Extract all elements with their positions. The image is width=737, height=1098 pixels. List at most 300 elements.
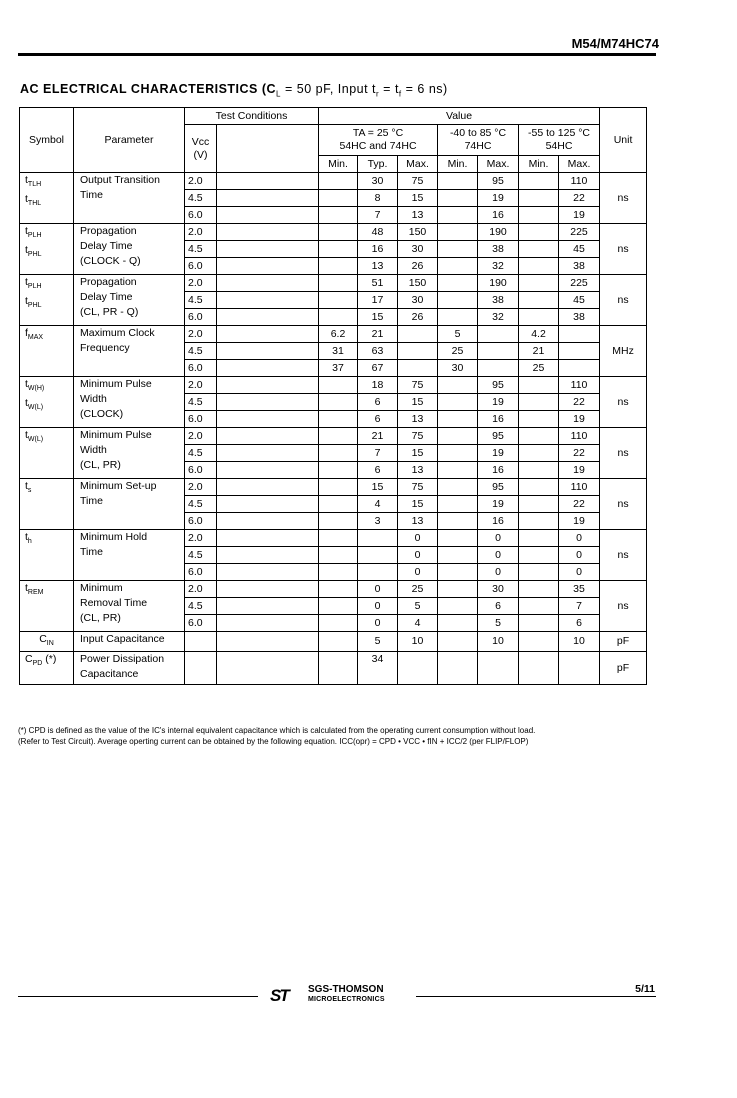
blank-cell [217, 241, 319, 258]
value-cell: 6 [358, 394, 398, 411]
blank-cell [217, 190, 319, 207]
value-cell: 95 [478, 479, 519, 496]
value-cell: 75 [398, 377, 438, 394]
ac-characteristics-table [19, 107, 647, 685]
value-cell: 0 [478, 547, 519, 564]
value-cell: 15 [398, 496, 438, 513]
unit-cell: ns [600, 275, 647, 326]
parameter-line: Minimum Set-up [80, 480, 157, 492]
vcc-value: 4.5 [185, 496, 217, 513]
symbol-base: C [39, 633, 47, 645]
value-cell [519, 496, 559, 513]
value-cell [438, 190, 478, 207]
value-cell [438, 275, 478, 292]
blank-cell [217, 343, 319, 360]
value-cell: 7 [559, 598, 600, 615]
value-cell [319, 615, 358, 632]
parameter-line: Time [80, 495, 103, 507]
value-cell: 26 [398, 258, 438, 275]
value-cell [519, 377, 559, 394]
table-row [20, 224, 647, 241]
value-cell [358, 530, 398, 547]
title-sub: f [398, 89, 402, 99]
value-cell [438, 581, 478, 598]
blank-cell [217, 632, 319, 652]
blank-cell [217, 547, 319, 564]
vcc-value: 6.0 [185, 309, 217, 326]
parameter-line: (CL, PR - Q) [80, 306, 139, 318]
value-cell [519, 428, 559, 445]
value-cell: 150 [398, 275, 438, 292]
value-cell [438, 258, 478, 275]
unit-cell: ns [600, 173, 647, 224]
value-cell [519, 598, 559, 615]
symbol-sub: W(L) [27, 436, 44, 444]
symbol-sub: TLH [27, 181, 42, 189]
range-125-line2: 54HC [545, 140, 573, 152]
value-cell [438, 615, 478, 632]
range-85-line1: -40 to 85 °C [449, 127, 507, 139]
header-range-85 [438, 125, 519, 156]
value-cell: 7 [358, 445, 398, 462]
vcc-value: 2.0 [185, 530, 217, 547]
symbol-base: t [25, 480, 28, 492]
blank-cell [217, 445, 319, 462]
value-cell: 16 [478, 411, 519, 428]
parameter-line: Capacitance [80, 668, 139, 681]
value-cell: 48 [358, 224, 398, 241]
value-cell [519, 258, 559, 275]
symbol-base: t [25, 244, 28, 257]
vcc-value: 4.5 [185, 343, 217, 360]
vcc-value: 6.0 [185, 360, 217, 377]
parameter-line: Propagation [80, 276, 137, 288]
value-cell [438, 428, 478, 445]
parameter-cell [74, 652, 185, 685]
blank-cell [217, 394, 319, 411]
title-part: = 6 ns) [401, 82, 448, 96]
table-row [20, 479, 647, 496]
value-cell: 15 [398, 190, 438, 207]
value-cell: 25 [398, 581, 438, 598]
value-cell: 63 [358, 343, 398, 360]
value-cell: 19 [559, 411, 600, 428]
value-cell [519, 224, 559, 241]
symbol-base: t [25, 582, 28, 594]
value-cell [519, 275, 559, 292]
vcc-value: 4.5 [185, 241, 217, 258]
value-cell: 25 [519, 360, 559, 377]
value-cell [438, 411, 478, 428]
value-cell: 51 [358, 275, 398, 292]
value-cell [519, 564, 559, 581]
parameter-line: Width [80, 444, 107, 456]
unit-cell: ns [600, 377, 647, 428]
header-blank [217, 125, 319, 173]
value-cell [319, 224, 358, 241]
symbol-cell [20, 377, 74, 428]
vcc-value: 2.0 [185, 275, 217, 292]
value-cell: 5 [438, 326, 478, 343]
vcc-value: 6.0 [185, 564, 217, 581]
header-typ: Typ. [358, 156, 398, 173]
parameter-cell [74, 428, 185, 479]
symbol-sub: MAX [27, 334, 44, 342]
blank-cell [217, 326, 319, 343]
value-cell [319, 411, 358, 428]
header-range-125 [519, 125, 600, 156]
unit-cell: ns [600, 530, 647, 581]
value-cell: 10 [559, 632, 600, 652]
footnote [18, 725, 658, 747]
value-cell: 19 [559, 513, 600, 530]
vcc-value: 2.0 [185, 377, 217, 394]
value-cell: 0 [478, 530, 519, 547]
value-cell [438, 207, 478, 224]
parameter-line: Time [80, 189, 103, 201]
value-cell [438, 377, 478, 394]
value-cell: 22 [559, 496, 600, 513]
value-cell [319, 309, 358, 326]
parameter-cell [74, 275, 185, 326]
value-cell: 17 [358, 292, 398, 309]
value-cell [319, 564, 358, 581]
value-cell [519, 394, 559, 411]
blank-cell [217, 428, 319, 445]
value-cell: 25 [438, 343, 478, 360]
value-cell: 95 [478, 173, 519, 190]
table-row [20, 428, 647, 445]
value-cell [319, 513, 358, 530]
value-cell [438, 564, 478, 581]
value-cell [438, 241, 478, 258]
blank-cell [438, 632, 478, 652]
symbol-sub: PLH [27, 232, 42, 240]
symbol-base: t [25, 193, 28, 206]
value-cell [519, 241, 559, 258]
section-title [20, 82, 448, 99]
value-cell [438, 547, 478, 564]
parameter-cell [74, 224, 185, 275]
value-cell: 38 [478, 292, 519, 309]
value-cell: 5 [478, 615, 519, 632]
symbol-base: C [25, 653, 33, 666]
blank-cell [217, 652, 319, 685]
symbol-base: t [25, 531, 28, 543]
value-cell [398, 326, 438, 343]
blank-cell [438, 652, 478, 685]
value-cell: 225 [559, 224, 600, 241]
value-cell [519, 190, 559, 207]
value-cell: 19 [559, 462, 600, 479]
symbol-sub: s [27, 487, 32, 495]
value-cell [319, 479, 358, 496]
vcc-value: 6.0 [185, 411, 217, 428]
vcc-value: 2.0 [185, 224, 217, 241]
value-cell: 0 [559, 547, 600, 564]
symbol-base: t [25, 276, 28, 288]
value-cell: 225 [559, 275, 600, 292]
blank-cell [217, 615, 319, 632]
value-cell: 45 [559, 292, 600, 309]
vcc-unit: (V) [193, 148, 208, 161]
vcc-value: 2.0 [185, 581, 217, 598]
range-25-line1: TA = 25 °C [352, 127, 404, 139]
value-cell [438, 598, 478, 615]
parameter-cell [74, 377, 185, 428]
value-cell [438, 496, 478, 513]
unit-cell: pF [600, 652, 647, 685]
symbol-base: t [25, 397, 28, 410]
value-cell [438, 530, 478, 547]
unit-cell: ns [600, 224, 647, 275]
symbol-base: t [25, 429, 28, 441]
parameter-cell [74, 530, 185, 581]
value-cell: 37 [319, 360, 358, 377]
value-cell: 13 [398, 462, 438, 479]
st-logo-mark-icon: ST [270, 986, 288, 1005]
blank-cell [319, 652, 358, 685]
vcc-label: Vcc [191, 135, 210, 148]
header-max: Max. [398, 156, 438, 173]
value-cell: 75 [398, 479, 438, 496]
title-sub: r [376, 89, 380, 99]
value-cell [319, 598, 358, 615]
parameter-line: Minimum Pulse [80, 378, 152, 390]
value-cell: 110 [559, 173, 600, 190]
value-cell: 75 [398, 428, 438, 445]
unit-cell: ns [600, 479, 647, 530]
symbol-cell [20, 479, 74, 530]
value-cell: 0 [398, 530, 438, 547]
value-cell: 30 [398, 292, 438, 309]
value-cell: 110 [559, 428, 600, 445]
value-cell: 22 [559, 190, 600, 207]
blank-cell [319, 632, 358, 652]
value-cell [519, 547, 559, 564]
value-cell: 19 [559, 207, 600, 224]
value-cell [519, 173, 559, 190]
value-cell [319, 377, 358, 394]
vcc-value: 4.5 [185, 394, 217, 411]
header-vcc [185, 125, 217, 173]
logo-company-sub: MICROELECTRONICS [308, 996, 385, 1003]
symbol-cell [20, 581, 74, 632]
value-cell [438, 462, 478, 479]
parameter-line: Width [80, 393, 107, 405]
symbol-base: t [25, 295, 28, 308]
table-body [20, 173, 647, 685]
value-cell [478, 343, 519, 360]
blank-cell [217, 309, 319, 326]
blank-cell [217, 598, 319, 615]
value-cell [438, 309, 478, 326]
value-cell: 21 [358, 428, 398, 445]
parameter-line: Propagation [80, 225, 137, 237]
value-cell: 38 [478, 241, 519, 258]
value-cell: 45 [559, 241, 600, 258]
value-cell: 19 [478, 445, 519, 462]
value-cell [438, 173, 478, 190]
parameter-line: Output Transition [80, 174, 160, 186]
page-number: 5/11 [635, 983, 655, 995]
value-cell: 19 [478, 394, 519, 411]
value-cell: 10 [478, 632, 519, 652]
value-cell: 30 [398, 241, 438, 258]
value-cell [478, 360, 519, 377]
value-cell [519, 581, 559, 598]
table-row [20, 632, 647, 652]
range-125-line1: -55 to 125 °C [528, 127, 591, 139]
value-cell [319, 394, 358, 411]
blank-cell [217, 564, 319, 581]
value-cell: 4 [358, 496, 398, 513]
blank-cell [217, 411, 319, 428]
symbol-cell [20, 428, 74, 479]
parameter-line: Time [80, 546, 103, 558]
table-row [20, 326, 647, 343]
value-cell [519, 207, 559, 224]
value-cell: 38 [559, 258, 600, 275]
value-cell: 190 [478, 224, 519, 241]
symbol-sub: THL [27, 200, 42, 208]
table-row [20, 652, 647, 685]
symbol-cell [20, 275, 74, 326]
value-cell: 31 [319, 343, 358, 360]
symbol-suffix: (*) [42, 653, 57, 666]
symbol-sub: W(L) [27, 404, 44, 412]
unit-cell: MHz [600, 326, 647, 377]
value-cell: 21 [519, 343, 559, 360]
vcc-value: 2.0 [185, 428, 217, 445]
value-cell: 16 [478, 513, 519, 530]
parameter-cell [74, 173, 185, 224]
header-min: Min. [319, 156, 358, 173]
blank-cell [217, 530, 319, 547]
value-cell: 35 [559, 581, 600, 598]
value-cell: 13 [398, 513, 438, 530]
value-cell [559, 360, 600, 377]
blank-cell [519, 632, 559, 652]
parameter-line: (CLOCK) [80, 408, 124, 420]
unit-cell: ns [600, 428, 647, 479]
vcc-value: 4.5 [185, 598, 217, 615]
value-cell: 0 [358, 615, 398, 632]
table-row [20, 275, 647, 292]
value-cell [438, 513, 478, 530]
value-cell [319, 581, 358, 598]
header-range-25 [319, 125, 438, 156]
value-cell [519, 309, 559, 326]
table-row [20, 530, 647, 547]
blank-cell [478, 652, 519, 685]
range-85-line2: 74HC [464, 140, 492, 152]
parameter-line: Minimum Hold [80, 531, 148, 543]
value-cell [319, 190, 358, 207]
value-cell [438, 445, 478, 462]
title-part: = 50 pF, Input t [281, 82, 377, 96]
value-cell: 110 [559, 377, 600, 394]
value-cell: 95 [478, 377, 519, 394]
blank-cell [217, 258, 319, 275]
value-cell [438, 292, 478, 309]
value-cell [519, 530, 559, 547]
blank-cell [217, 496, 319, 513]
symbol-sub: W(H) [27, 385, 45, 393]
value-cell [519, 411, 559, 428]
symbol-sub: h [27, 538, 32, 546]
value-cell: 30 [358, 173, 398, 190]
symbol-cell [20, 530, 74, 581]
footnote-line: (*) CPD is defined as the value of the IC's internal equivalent capacitance which is calculated from the operating current consumption without load. [18, 726, 536, 735]
value-cell: 0 [398, 564, 438, 581]
value-cell: 8 [358, 190, 398, 207]
symbol-cell [20, 224, 74, 275]
value-cell: 32 [478, 258, 519, 275]
value-cell [398, 343, 438, 360]
value-cell [398, 360, 438, 377]
value-cell: 110 [559, 479, 600, 496]
value-cell [319, 428, 358, 445]
parameter-line: Power Dissipation [80, 653, 165, 666]
value-cell [319, 173, 358, 190]
value-cell [438, 394, 478, 411]
value-cell: 32 [478, 309, 519, 326]
blank-cell [217, 173, 319, 190]
blank-cell [519, 652, 559, 685]
title-part: AC ELECTRICAL CHARACTERISTICS (C [20, 82, 277, 96]
value-cell: 30 [438, 360, 478, 377]
header-min: Min. [438, 156, 478, 173]
table-row [20, 581, 647, 598]
symbol-sub: IN [46, 640, 54, 648]
value-cell: 7 [358, 207, 398, 224]
parameter-line: (CL, PR) [80, 459, 121, 471]
value-cell [319, 547, 358, 564]
value-cell: 190 [478, 275, 519, 292]
title-part: = t [379, 82, 399, 96]
parameter-cell [74, 479, 185, 530]
value-cell: 15 [398, 445, 438, 462]
blank-cell [559, 652, 600, 685]
vcc-value: 2.0 [185, 326, 217, 343]
parameter-cell [74, 581, 185, 632]
value-cell: 15 [358, 479, 398, 496]
blank-cell [217, 513, 319, 530]
vcc-value: 4.5 [185, 547, 217, 564]
parameter-line: Maximum Clock [80, 327, 155, 339]
logo-company-name: SGS-THOMSON [308, 984, 384, 995]
value-cell: 13 [398, 207, 438, 224]
value-cell [519, 292, 559, 309]
parameter-line: (CL, PR) [80, 612, 121, 624]
header-test-conditions: Test Conditions [185, 108, 319, 125]
value-cell: 0 [358, 581, 398, 598]
blank-cell [185, 652, 217, 685]
value-cell: 75 [398, 173, 438, 190]
value-cell [319, 445, 358, 462]
value-cell [438, 479, 478, 496]
value-cell: 0 [358, 598, 398, 615]
blank-cell [185, 632, 217, 652]
blank-cell [398, 652, 438, 685]
header-max: Max. [478, 156, 519, 173]
symbol-base: t [25, 225, 28, 237]
value-cell: 26 [398, 309, 438, 326]
parameter-line: Delay Time [80, 240, 133, 252]
value-cell: 10 [398, 632, 438, 652]
value-cell: 13 [398, 411, 438, 428]
